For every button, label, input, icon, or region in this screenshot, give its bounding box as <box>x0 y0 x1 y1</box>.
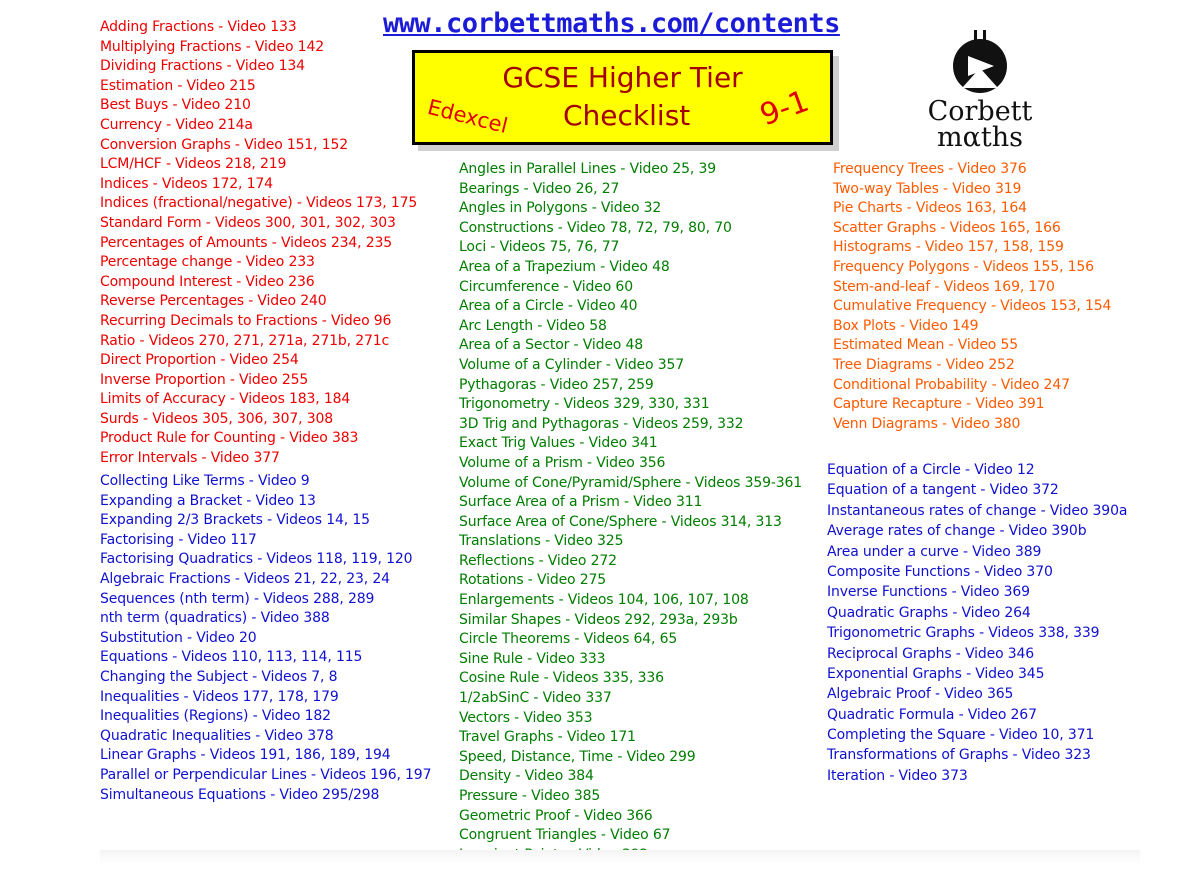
topic-item: Histograms - Video 157, 158, 159 <box>833 239 1064 256</box>
topic-item: Volume of a Cylinder - Video 357 <box>459 356 685 373</box>
topic-item: Pressure - Video 385 <box>459 788 601 804</box>
topic-item: Estimated Mean - Video 55 <box>833 337 1019 354</box>
topic-item: Rotations - Video 275 <box>459 572 607 589</box>
topic-item: Inverse Proportion - Video 255 <box>100 371 309 388</box>
topic-item: Density - Video 384 <box>459 768 594 785</box>
topic-item: Indices - Videos 172, 174 <box>100 175 273 192</box>
topic-item: Best Buys - Video 210 <box>100 97 251 114</box>
topic-item: Angles in Polygons - Video 32 <box>459 200 662 217</box>
topic-item: Area of a Sector - Video 48 <box>459 337 644 354</box>
topic-item: Quadratic Formula - Video 267 <box>827 706 1037 723</box>
topic-item: Trigonometry - Videos 329, 330, 331 <box>459 396 710 413</box>
topic-item: Trigonometric Graphs - Videos 338, 339 <box>827 625 1100 642</box>
corbett-emblem-icon <box>940 28 1020 94</box>
topic-item: Simultaneous Equations - Video 295/298 <box>100 786 380 803</box>
topic-item: Changing the Subject - Videos 7, 8 <box>100 668 338 685</box>
topic-item: Average rates of change - Video 390b <box>827 523 1087 540</box>
topic-item: Reciprocal Graphs - Video 346 <box>827 645 1035 662</box>
topic-item: Circumference - Video 60 <box>459 278 633 295</box>
topic-item: Parallel or Perpendicular Lines - Videos 196, 197 <box>100 766 432 783</box>
topic-item: Vectors - Video 353 <box>459 709 593 726</box>
topic-item: Linear Graphs - Videos 191, 186, 189, 194 <box>100 747 391 764</box>
topic-item: Sequences (nth term) - Videos 288, 289 <box>100 590 375 607</box>
topic-item: nth term (quadratics) - Video 388 <box>100 610 330 627</box>
topic-item: Percentage change - Video 233 <box>100 254 315 271</box>
topic-item: Quadratic Inequalities - Video 378 <box>100 727 334 744</box>
statistics-topics-list <box>833 160 1111 434</box>
topic-item: Exact Trig Values - Video 341 <box>459 435 658 452</box>
topic-item: Scatter Graphs - Videos 165, 166 <box>833 219 1061 236</box>
title-checklist: Checklist <box>563 99 691 132</box>
topic-item: 3D Trig and Pythagoras - Videos 259, 332 <box>459 415 744 432</box>
topic-item: Arc Length - Video 58 <box>459 317 607 334</box>
topic-item: Volume of Cone/Pyramid/Sphere - Videos 359-361 <box>459 474 803 491</box>
topic-item: Equation of a tangent - Video 372 <box>827 482 1059 499</box>
topic-item: Capture Recapture - Video 391 <box>833 396 1045 413</box>
topic-item: Limits of Accuracy - Videos 183, 184 <box>100 391 351 408</box>
topic-item: Stem-and-leaf - Videos 169, 170 <box>833 278 1055 295</box>
higher-algebra-topics-list <box>827 460 1127 786</box>
topic-item: Collecting Like Terms - Video 9 <box>100 473 310 489</box>
topic-item: Iteration - Video 373 <box>827 767 968 784</box>
topic-item: Algebraic Proof - Video 365 <box>827 686 1014 703</box>
topic-item: Frequency Trees - Video 376 <box>833 161 1027 177</box>
topic-item: Exponential Graphs - Video 345 <box>827 665 1045 682</box>
topic-item: Speed, Distance, Time - Video 299 <box>459 748 696 765</box>
topic-item: Composite Functions - Video 370 <box>827 563 1053 580</box>
topic-item: Factorising - Video 117 <box>100 531 257 548</box>
topic-item: Enlargements - Videos 104, 106, 107, 108 <box>459 592 749 609</box>
topic-item: Pie Charts - Videos 163, 164 <box>833 200 1027 217</box>
topic-item: Quadratic Graphs - Video 264 <box>827 604 1031 621</box>
topic-item: Conversion Graphs - Video 151, 152 <box>100 136 349 153</box>
topic-item: Sine Rule - Video 333 <box>459 650 606 667</box>
topic-item: Geometric Proof - Video 366 <box>459 807 653 824</box>
topic-item: Two-way Tables - Video 319 <box>833 180 1022 197</box>
topic-item: Conditional Probability - Video 247 <box>833 376 1070 393</box>
algebra-topics-list <box>100 472 431 805</box>
topic-item: Surface Area of Cone/Sphere - Videos 314, 313 <box>459 513 782 530</box>
topic-item: Transformations of Graphs - Video 323 <box>827 747 1091 764</box>
topic-item: Equation of a Circle - Video 12 <box>827 462 1035 478</box>
corbettmaths-logo <box>920 28 1040 153</box>
exam-board-label: Edexcel <box>425 95 511 139</box>
geometry-topics-list <box>459 160 802 865</box>
topic-item: Tree Diagrams - Video 252 <box>833 356 1015 373</box>
page-bottom-shadow <box>100 850 1140 864</box>
topic-item: Pythagoras - Video 257, 259 <box>459 376 654 393</box>
topic-item: Circle Theorems - Videos 64, 65 <box>459 631 678 648</box>
title-box <box>412 50 833 145</box>
topic-item: Frequency Polygons - Videos 155, 156 <box>833 258 1094 275</box>
topic-item: Reverse Percentages - Video 240 <box>100 293 327 310</box>
topic-item: Loci - Videos 75, 76, 77 <box>459 239 620 256</box>
topic-item: Similar Shapes - Videos 292, 293a, 293b <box>459 611 738 628</box>
topic-item: Adding Fractions - Video 133 <box>100 19 297 35</box>
topic-item: Area of a Circle - Video 40 <box>459 298 638 315</box>
topic-item: Venn Diagrams - Video 380 <box>833 415 1021 432</box>
topic-item: Surds - Videos 305, 306, 307, 308 <box>100 410 334 427</box>
logo-text-maths: mαths <box>937 122 1023 153</box>
topic-item: Completing the Square - Video 10, 371 <box>827 727 1095 744</box>
topic-item: Indices (fractional/negative) - Videos 173, 175 <box>100 195 418 212</box>
topic-item: Compound Interest - Video 236 <box>100 273 315 290</box>
topic-item: Recurring Decimals to Fractions - Video 96 <box>100 312 392 329</box>
topic-item: Reflections - Video 272 <box>459 552 617 569</box>
topic-item: Inequalities - Videos 177, 178, 179 <box>100 688 339 705</box>
topic-item: Surface Area of a Prism - Video 311 <box>459 494 703 511</box>
topic-item: Ratio - Videos 270, 271, 271a, 271b, 271c <box>100 332 390 349</box>
topic-item: Error Intervals - Video 377 <box>100 450 280 467</box>
topic-item: Substitution - Video 20 <box>100 629 257 646</box>
topic-item: Constructions - Video 78, 72, 79, 80, 70 <box>459 219 732 236</box>
topic-item: Translations - Video 325 <box>459 533 624 550</box>
topic-item: Instantaneous rates of change - Video 390a <box>827 502 1128 519</box>
topic-item: Inequalities (Regions) - Video 182 <box>100 708 331 725</box>
topic-item: Percentages of Amounts - Videos 234, 235 <box>100 234 393 251</box>
topic-item: Congruent Triangles - Video 67 <box>459 827 671 844</box>
topic-item: Algebraic Fractions - Videos 21, 22, 23, 24 <box>100 570 390 587</box>
topic-item: Equations - Videos 110, 113, 114, 115 <box>100 649 363 666</box>
topic-item: Expanding 2/3 Brackets - Videos 14, 15 <box>100 512 370 529</box>
topic-item: Angles in Parallel Lines - Video 25, 39 <box>459 161 717 177</box>
topic-item: Area of a Trapezium - Video 48 <box>459 258 670 275</box>
topic-item: Area under a curve - Video 389 <box>827 543 1042 560</box>
topic-item: Direct Proportion - Video 254 <box>100 352 299 369</box>
topic-item: Cosine Rule - Videos 335, 336 <box>459 670 664 687</box>
grade-label: 9-1 <box>755 83 814 134</box>
topic-item: Inverse Functions - Video 369 <box>827 584 1030 601</box>
topic-item: Volume of a Prism - Video 356 <box>459 454 666 471</box>
topic-item: Bearings - Video 26, 27 <box>459 180 620 197</box>
topic-item: Cumulative Frequency - Videos 153, 154 <box>833 298 1112 315</box>
topic-item: Standard Form - Videos 300, 301, 302, 303 <box>100 214 396 231</box>
topic-item: Multiplying Fractions - Video 142 <box>100 38 324 55</box>
number-topics-list <box>100 18 417 469</box>
logo-text-corbett: Corbett <box>927 96 1033 127</box>
topic-item: LCM/HCF - Videos 218, 219 <box>100 156 287 173</box>
topic-item: Estimation - Video 215 <box>100 77 256 94</box>
topic-item: Travel Graphs - Video 171 <box>459 729 636 746</box>
topic-item: Expanding a Bracket - Video 13 <box>100 492 316 509</box>
topic-item: Currency - Video 214a <box>100 116 253 133</box>
topic-item: Box Plots - Video 149 <box>833 317 979 334</box>
topic-item: 1/2abSinC - Video 337 <box>459 690 612 707</box>
topic-item: Dividing Fractions - Video 134 <box>100 58 305 75</box>
contents-url-link[interactable]: www.corbettmaths.com/contents <box>383 8 840 39</box>
topic-item: Factorising Quadratics - Videos 118, 119, 120 <box>100 551 413 568</box>
topic-item: Product Rule for Counting - Video 383 <box>100 430 359 447</box>
title-gcse-higher-tier: GCSE Higher Tier <box>502 61 743 94</box>
